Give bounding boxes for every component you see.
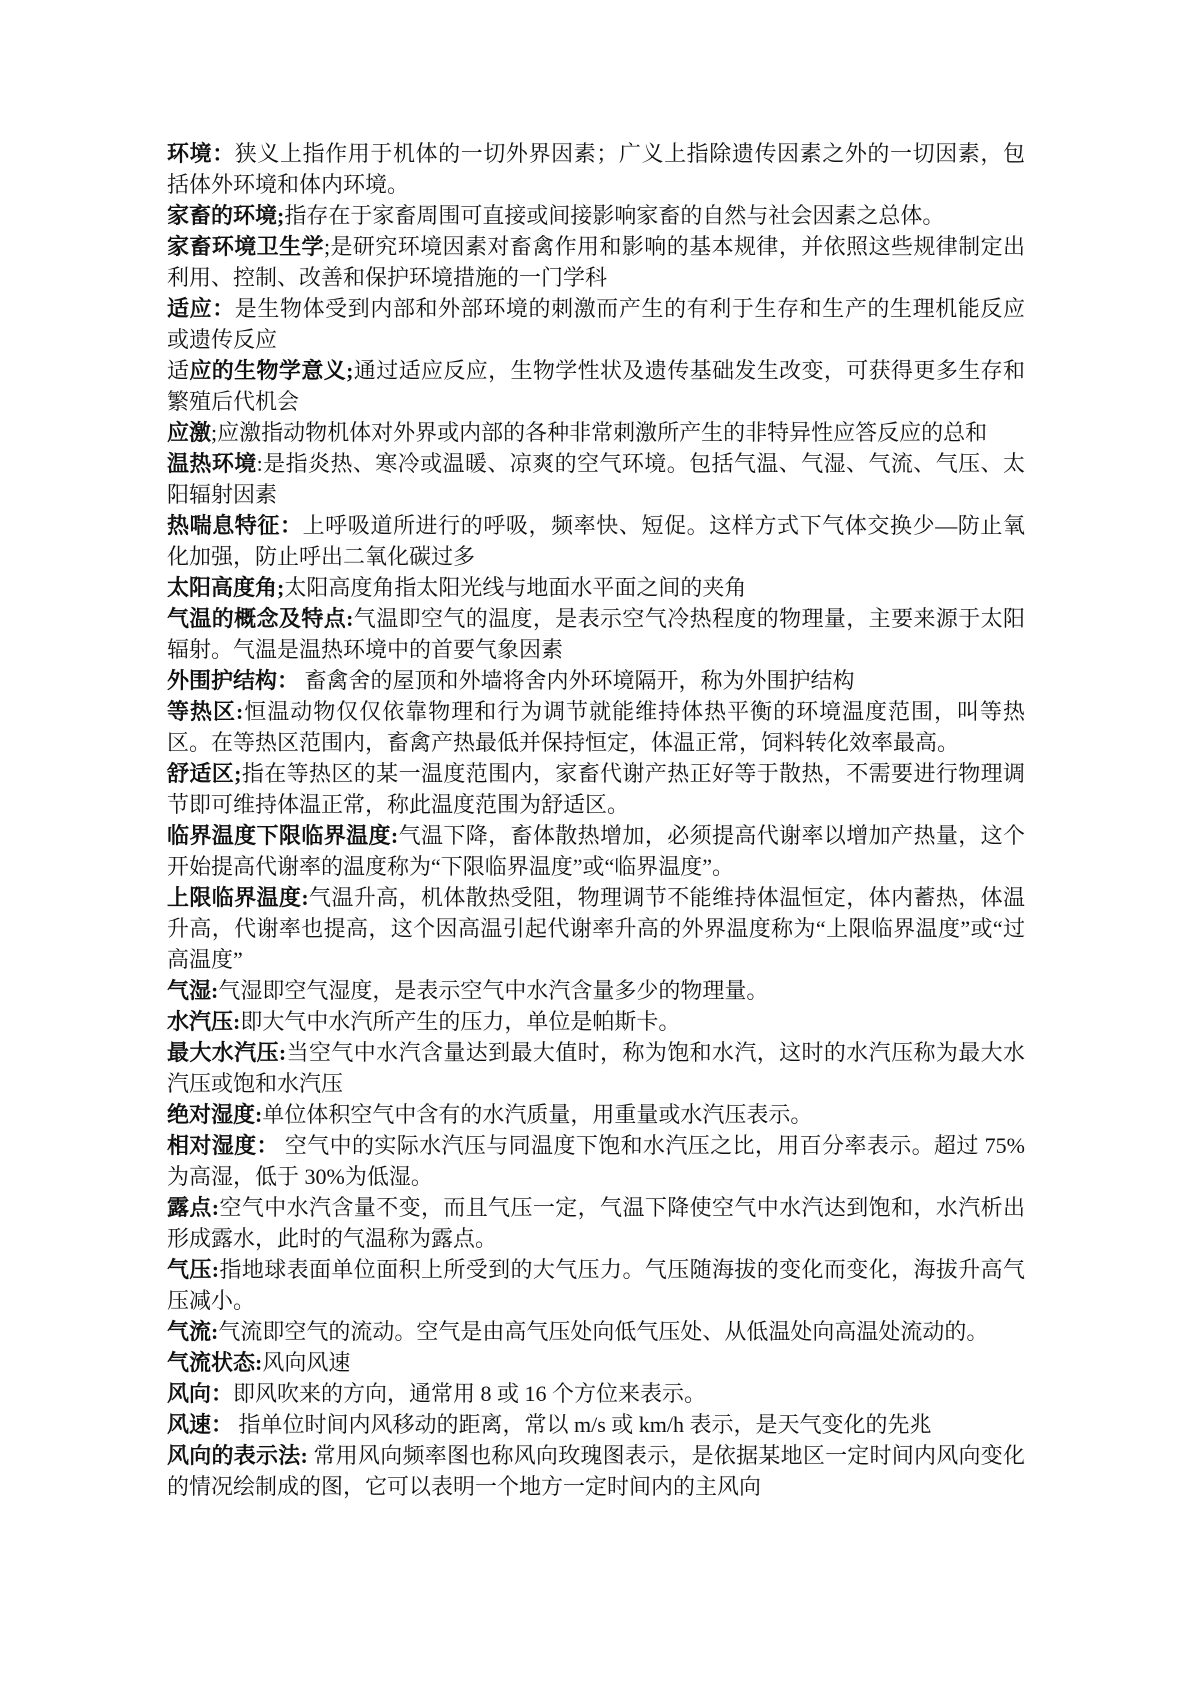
definition-term: 水汽压: bbox=[167, 1009, 241, 1034]
definition-term: 适应： bbox=[167, 296, 235, 321]
definition-text: 指地球表面单位面积上所受到的大气压力。气压随海拔的变化而变化，海拔升高气压减小。 bbox=[167, 1257, 1025, 1313]
definition-text: :是指炎热、寒冷或温暖、凉爽的空气环境。包括气温、气湿、气流、气压、太阳辐射因素 bbox=[167, 451, 1025, 507]
definition-term: 舒适区; bbox=[167, 761, 242, 786]
definition-text: 单位体积空气中含有的水汽质量，用重量或水汽压表示。 bbox=[262, 1102, 813, 1127]
definition-text: 风向风速 bbox=[262, 1350, 351, 1375]
definition-text: 空气中的实际水汽压与同温度下饱和水汽压之比，用百分率表示。超过 75%为高湿，低于 30%为低湿。 bbox=[167, 1133, 1025, 1189]
definition-term: 气流状态: bbox=[167, 1350, 263, 1375]
definition-term: 露点: bbox=[167, 1195, 220, 1220]
definition-term: 温热环境 bbox=[167, 451, 257, 476]
definition-entry bbox=[167, 1347, 1025, 1378]
definition-term: 气温的概念及特点: bbox=[167, 606, 354, 631]
definition-text: 即大气中水汽所产生的压力，单位是帕斯卡。 bbox=[240, 1009, 681, 1034]
definition-text: 空气中水汽含量不变，而且气压一定，气温下降使空气中水汽达到饱和，水汽析出形成露水，此时的气温称为露点。 bbox=[167, 1195, 1025, 1251]
definition-entry bbox=[167, 603, 1025, 665]
definition-entry bbox=[167, 665, 1025, 696]
definition-text: 狭义上指作用于机体的一切外界因素；广义上指除遗传因素之外的一切因素，包括体外环境和体内环境。 bbox=[167, 141, 1025, 197]
definition-term: 绝对湿度: bbox=[167, 1102, 263, 1127]
definition-entry bbox=[167, 1037, 1025, 1099]
definition-text: 指在等热区的某一温度范围内，家畜代谢产热正好等于散热，不需要进行物理调节即可维持体温正常，称此温度范围为舒适区。 bbox=[167, 761, 1025, 817]
definition-text: 通过适应反应，生物学性状及遗传基础发生改变，可获得更多生存和繁殖后代机会 bbox=[167, 358, 1025, 414]
definition-text: 当空气中水汽含量达到最大值时，称为饱和水汽，这时的水汽压称为最大水汽压或饱和水汽压 bbox=[167, 1040, 1025, 1096]
definition-entry bbox=[167, 1192, 1025, 1254]
definition-entry bbox=[167, 1006, 1025, 1037]
definition-term: 相对湿度： bbox=[167, 1133, 279, 1158]
definition-term: 等热区: bbox=[167, 699, 244, 724]
definition-text: 指存在于家畜周围可直接或间接影响家畜的自然与社会因素之总体。 bbox=[284, 203, 945, 228]
definition-text: 指单位时间内风移动的距离，常以 m/s 或 km/h 表示，是天气变化的先兆 bbox=[233, 1412, 932, 1437]
definition-text: 太阳高度角指太阳光线与地面水平面之间的夹角 bbox=[284, 575, 747, 600]
definition-entry bbox=[167, 1099, 1025, 1130]
definition-text: 畜禽舍的屋顶和外墙将舍内外环境隔开，称为外围护结构 bbox=[299, 668, 855, 693]
definition-term: 风向的表示法: bbox=[167, 1443, 308, 1468]
definition-entry bbox=[167, 1130, 1025, 1192]
definition-entry bbox=[167, 1440, 1025, 1502]
definition-text: 恒温动物仅仅依靠物理和行为调节就能维持体热平衡的环境温度范围，叫等热区。在等热区范围内，畜禽产热最低并保持恒定，体温正常，饲料转化效率最高。 bbox=[167, 699, 1025, 755]
definition-entry bbox=[167, 696, 1025, 758]
definition-entry bbox=[167, 1409, 1025, 1440]
definition-entry bbox=[167, 448, 1025, 510]
definition-term: 应的生物学意义; bbox=[189, 358, 354, 383]
definition-term: 气湿: bbox=[167, 978, 219, 1003]
definition-term: 家畜的环境; bbox=[167, 203, 285, 228]
definition-text: 即风吹来的方向，通常用 8 或 16 个方位来表示。 bbox=[233, 1381, 707, 1406]
definition-entry bbox=[167, 200, 1025, 231]
definition-term: 风向： bbox=[167, 1381, 234, 1406]
definition-entry bbox=[167, 1254, 1025, 1316]
definition-term: 家畜环境卫生学 bbox=[167, 234, 324, 259]
definition-entry bbox=[167, 355, 1025, 417]
definition-term: 环境： bbox=[167, 141, 235, 166]
definition-term: 风速： bbox=[167, 1412, 234, 1437]
definition-entry bbox=[167, 231, 1025, 293]
definition-text: ;是研究环境因素对畜禽作用和影响的基本规律，并依照这些规律制定出利用、控制、改善和保护环境措施的一门学科 bbox=[167, 234, 1025, 290]
definition-entry bbox=[167, 138, 1025, 200]
definition-term-prefix: 适 bbox=[167, 358, 190, 383]
definition-term: 太阳高度角; bbox=[167, 575, 285, 600]
definition-entry bbox=[167, 758, 1025, 820]
definition-term: 临界温度下限临界温度: bbox=[167, 823, 399, 848]
definition-term: 最大水汽压: bbox=[167, 1040, 287, 1065]
definition-entry bbox=[167, 1316, 1025, 1347]
definition-text: 常用风向频率图也称风向玫瑰图表示，是依据某地区一定时间内风向变化的情况绘制成的图，它可以表明一个地方一定时间内的主风向 bbox=[167, 1443, 1025, 1499]
definition-text: 气温升高，机体散热受阻，物理调节不能维持体温恒定，体内蓄热，体温升高，代谢率也提高，这个因高温引起代谢率升高的外界温度称为“上限临界温度”或“过高温度” bbox=[167, 885, 1026, 972]
definition-term: 应激 bbox=[167, 420, 212, 445]
definition-text: ;应激指动物机体对外界或内部的各种非常刺激所产生的非特异性应答反应的总和 bbox=[211, 420, 988, 445]
definition-text: 气温下降，畜体散热增加，必须提高代谢率以增加产热量，这个开始提高代谢率的温度称为“下限临界温度”或“临界温度”。 bbox=[167, 823, 1025, 879]
definition-entry bbox=[167, 293, 1025, 355]
definition-term: 外围护结构： bbox=[167, 668, 300, 693]
definition-text: 气流即空气的流动。空气是由高气压处向低气压处、从低温处向高温处流动的。 bbox=[218, 1319, 989, 1344]
definition-entry bbox=[167, 417, 1025, 448]
definition-entry bbox=[167, 975, 1025, 1006]
definition-entry bbox=[167, 820, 1025, 882]
definition-text: 气湿即空气湿度，是表示空气中水汽含量多少的物理量。 bbox=[218, 978, 769, 1003]
definition-term: 上限临界温度: bbox=[167, 885, 309, 910]
definition-term: 气流: bbox=[167, 1319, 219, 1344]
definition-text: 是生物体受到内部和外部环境的刺激而产生的有利于生存和生产的生理机能反应或遗传反应 bbox=[167, 296, 1025, 352]
definition-entry bbox=[167, 572, 1025, 603]
definition-text: 上呼吸道所进行的呼吸，频率快、短促。这样方式下气体交换少—防止氧化加强，防止呼出二氧化碳过多 bbox=[167, 513, 1025, 569]
definition-term: 热喘息特征： bbox=[167, 513, 303, 538]
definition-entry bbox=[167, 510, 1025, 572]
definition-term: 气压: bbox=[167, 1257, 220, 1282]
definitions-list bbox=[167, 138, 1025, 1502]
definition-entry bbox=[167, 1378, 1025, 1409]
definition-entry bbox=[167, 882, 1025, 975]
definition-text: 气温即空气的温度，是表示空气冷热程度的物理量，主要来源于太阳辐射。气温是温热环境中的首要气象因素 bbox=[167, 606, 1025, 662]
